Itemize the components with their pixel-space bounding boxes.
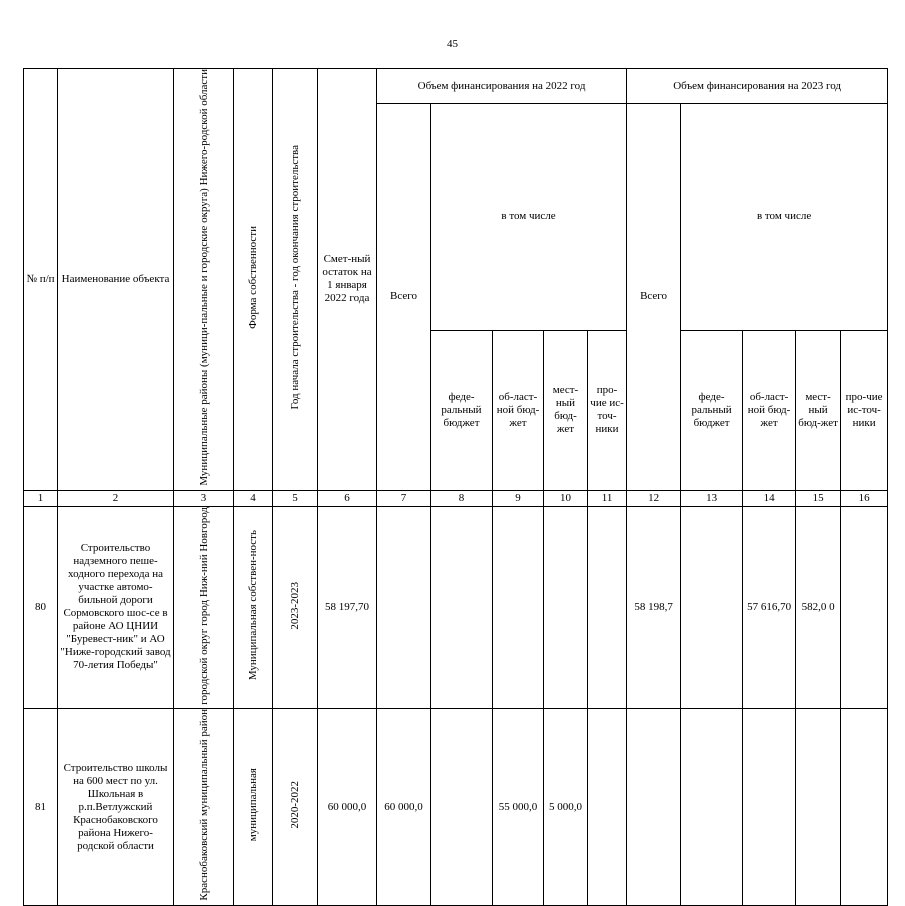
row-regional-2023 — [743, 709, 796, 906]
col-number: 3 — [174, 490, 234, 506]
row-total-2023: 58 198,7 — [627, 506, 681, 709]
row-name: Строительство надземного пеше-ходного перехода на участке автомо-бильной дороги Сормовского шос-се в районе АО ЦНИИ "Буревест-ник" и АО "Ниже-городский завод 70-летия Победы" — [58, 506, 174, 709]
row-estimate: 60 000,0 — [318, 709, 377, 906]
table-row — [24, 709, 888, 906]
row-total-2022: 60 000,0 — [377, 709, 431, 906]
page-number: 45 — [447, 38, 458, 50]
row-years: 2023-2023 — [273, 506, 318, 709]
col-number: 15 — [796, 490, 841, 506]
header-regional-2022: об-ласт-ной бюд-жет — [493, 330, 544, 490]
header-estimate: Смет-ный остаток на 1 января 2022 года — [318, 69, 377, 491]
header-other-2023: про-чие ис-точ-ники — [841, 330, 888, 490]
header-years: Год начала строительства - год окончания строительства — [273, 69, 318, 491]
header-other-2022: про-чие ис-точ-ники — [588, 330, 627, 490]
header-fin2022: Объем финансирования на 2022 год — [377, 69, 627, 104]
header-regional-2023: об-ласт-ной бюд-жет — [743, 330, 796, 490]
row-local-2023: 582,0 0 — [796, 506, 841, 709]
row-estimate: 58 197,70 — [318, 506, 377, 709]
col-number: 4 — [234, 490, 273, 506]
header-local-2022: мест-ный бюд-жет — [544, 330, 588, 490]
row-federal-2022 — [431, 709, 493, 906]
financing-table — [23, 68, 888, 906]
col-number: 13 — [681, 490, 743, 506]
row-other-2022 — [588, 709, 627, 906]
header-ownership: Форма собственности — [234, 69, 273, 491]
col-number: 7 — [377, 490, 431, 506]
row-federal-2022 — [431, 506, 493, 709]
header-local-2023: мест-ный бюд-жет — [796, 330, 841, 490]
col-number: 14 — [743, 490, 796, 506]
row-other-2023 — [841, 506, 888, 709]
col-number: 8 — [431, 490, 493, 506]
row-total-2023 — [627, 709, 681, 906]
row-regional-2022: 55 000,0 — [493, 709, 544, 906]
row-other-2023 — [841, 709, 888, 906]
header-name: Наименование объекта — [58, 69, 174, 491]
col-number: 10 — [544, 490, 588, 506]
col-number: 2 — [58, 490, 174, 506]
col-number: 5 — [273, 490, 318, 506]
table-row — [24, 506, 888, 709]
col-number: 12 — [627, 490, 681, 506]
row-district: Краснобаковский муниципальный район — [174, 709, 234, 906]
header-incl-2023: в том числе — [681, 104, 888, 331]
header-federal-2022: феде-ральный бюджет — [431, 330, 493, 490]
header-num: № п/п — [24, 69, 58, 491]
col-number: 1 — [24, 490, 58, 506]
row-ownership: Муниципальная собствен-ность — [234, 506, 273, 709]
header-federal-2023: феде-ральный бюджет — [681, 330, 743, 490]
header-total-2023: Всего — [627, 104, 681, 491]
row-years: 2020-2022 — [273, 709, 318, 906]
col-number: 6 — [318, 490, 377, 506]
row-local-2022: 5 000,0 — [544, 709, 588, 906]
row-total-2022 — [377, 506, 431, 709]
header-fin2023: Объем финансирования на 2023 год — [627, 69, 888, 104]
row-local-2022 — [544, 506, 588, 709]
row-district: городской округ город Ниж-ний Новгород — [174, 506, 234, 709]
row-federal-2023 — [681, 506, 743, 709]
col-number: 9 — [493, 490, 544, 506]
row-local-2023 — [796, 709, 841, 906]
row-ownership: муниципальная — [234, 709, 273, 906]
row-regional-2022 — [493, 506, 544, 709]
header-total-2022: Всего — [377, 104, 431, 491]
row-regional-2023: 57 616,70 — [743, 506, 796, 709]
row-num: 80 — [24, 506, 58, 709]
row-num: 81 — [24, 709, 58, 906]
row-other-2022 — [588, 506, 627, 709]
header-district: Муниципальные районы (муници-пальные и городские округа) Нижего-родской области — [174, 69, 234, 491]
row-federal-2023 — [681, 709, 743, 906]
row-name: Строительство школы на 600 мест по ул. Школьная в р.п.Ветлужский Краснобаковского района Нижего-родской области — [58, 709, 174, 906]
column-numbers-row — [24, 490, 888, 506]
col-number: 11 — [588, 490, 627, 506]
col-number: 16 — [841, 490, 888, 506]
header-incl-2022: в том числе — [431, 104, 627, 331]
